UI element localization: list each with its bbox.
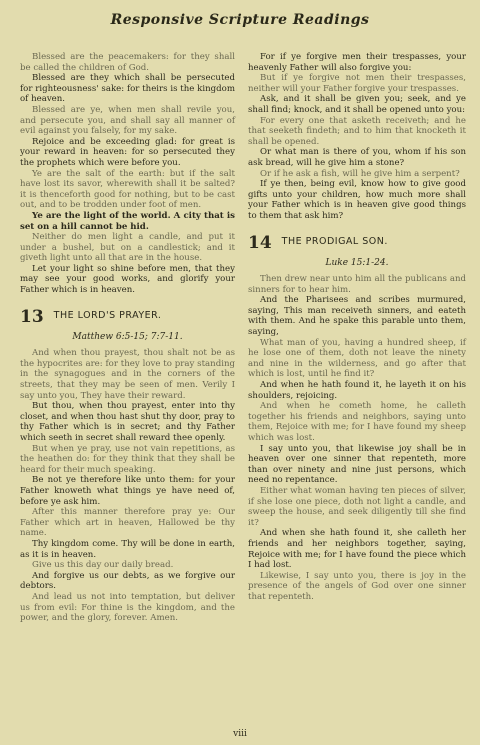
page-title: Responsive Scripture Readings [110, 12, 370, 28]
verse: Give us this day our daily bread. [32, 560, 174, 571]
section-number: 13 [20, 306, 44, 327]
verse: If ye then, being evil, know how to give good gifts unto your children, how much more shall your Father which is in heaven give good things to them that ask him? [248, 179, 466, 221]
verse: Either what woman having ten pieces of silver, if she lose one piece, doth not light a candle, and sweep the house, and seek diligently till she find it? [248, 485, 466, 528]
verse: Blessed are the peacemakers: for they shall be called the children of God. [20, 52, 235, 73]
section-heading-13 [20, 308, 235, 326]
page-number: viii [233, 729, 247, 739]
verse: But thou, when thou prayest, enter into thy closet, and when thou hast shut thy door, pray to thy Father which is in secret; and thy Father which seeth in secret shall reward thee openly. [20, 401, 235, 443]
verse: Or what man is there of you, whom if his son ask bread, will he give him a stone? [248, 147, 466, 168]
verse: And when he hath found it, he layeth it on his shoulders, rejoicing. [248, 380, 466, 401]
section-title: THE PRODIGAL SON. [281, 236, 388, 248]
verse: What man of you, having a hundred sheep, if he lose one of them, doth not leave the ninety and nine in the wilderness, and go after that which is lost, until he find it? [248, 337, 466, 380]
section-reference: Luke 15:1-24. [325, 257, 389, 268]
verse: For every one that asketh receiveth; and he that seeketh findeth; and to him that knocketh it shall be opened. [248, 115, 466, 147]
verse: Neither do men light a candle, and put it under a bushel, but on a candlestick; and it giveth light unto all that are in the house. [20, 232, 235, 264]
verse: And forgive us our debts, as we forgive our debtors. [20, 570, 235, 592]
verse: And when thou prayest, thou shalt not be as the hypocrites are: for they love to pray standing in the synagogues and in the corners of the streets, that they may be seen of men. Verily I say unto you, They have their reward. [20, 348, 235, 401]
section-heading-14 [248, 234, 466, 252]
verse: Be not ye therefore like unto them: for your Father knoweth what things ye have need of, before ye ask him. [20, 475, 235, 507]
verse: And when he cometh home, he calleth together his friends and neighbors, saying unto them, Rejoice with me; for I have found my sheep which was lost. [248, 401, 466, 443]
verse: Likewise, I say unto you, there is joy in the presence of the angels of God over one sinner that repenteth. [248, 570, 466, 602]
left-column [20, 52, 235, 624]
section-reference: Matthew 6:5-15; 7:7-11. [72, 331, 183, 342]
verse: After this manner therefore pray ye: Our Father which art in heaven, Hallowed be thy name. [20, 507, 235, 539]
verse: Then drew near unto him all the publicans and sinners for to hear him. [248, 274, 466, 295]
verse: But if ye forgive not men their trespasses, neither will your Father forgive your trespasses. [248, 73, 466, 94]
section-number: 14 [248, 232, 272, 253]
verse: I say unto you, that likewise joy shall be in heaven over one sinner that repenteth, more than over ninety and nine just persons, which need no repentance. [248, 443, 466, 486]
verse: And when she hath found it, she calleth her friends and her neighbors together, saying, Rejoice with me; for I have found the piece which I had lost. [248, 528, 466, 571]
verse: Ye are the light of the world. A city that is set on a hill cannot be hid. [20, 210, 235, 232]
verse: Thy kingdom come. Thy will be done in earth, as it is in heaven. [20, 538, 235, 560]
section-title: THE LORD'S PRAYER. [53, 310, 162, 322]
verse: Or if he ask a fish, will he give him a serpent? [260, 168, 460, 179]
verse: Let your light so shine before men, that they may see your good works, and glorify your Father which is in heaven. [20, 263, 235, 296]
verse: Blessed are they which shall be persecuted for righteousness' sake: for theirs is the kingdom of heaven. [20, 73, 235, 105]
verse: Ask, and it shall be given you; seek, and ye shall find; knock, and it shall be opened unto you: [248, 94, 466, 115]
verse: For if ye forgive men their trespasses, your heavenly Father will also forgive you: [248, 52, 466, 73]
verse: Ye are the salt of the earth: but if the salt have lost its savor, wherewith shall it be salted? it is thenceforth good for nothing, but to be cast out, and to be trodden under foot of men. [20, 168, 235, 211]
right-column [248, 52, 466, 603]
verse: But when ye pray, use not vain repetitions, as the heathen do: for they think that they shall be heard for their much speaking. [20, 443, 235, 475]
verse: And the Pharisees and scribes murmured, saying, This man receiveth sinners, and eateth with them. And he spake this parable unto them, saying, [248, 295, 466, 338]
verse: And lead us not into temptation, but deliver us from evil: For thine is the kingdom, and the power, and the glory, forever. Amen. [20, 591, 235, 624]
verse: Rejoice and be exceeding glad: for great is your reward in heaven: for so persecuted they the prophets which were before you. [20, 136, 235, 168]
verse: Blessed are ye, when men shall revile you, and persecute you, and shall say all manner of evil against you falsely, for my sake. [20, 104, 235, 137]
